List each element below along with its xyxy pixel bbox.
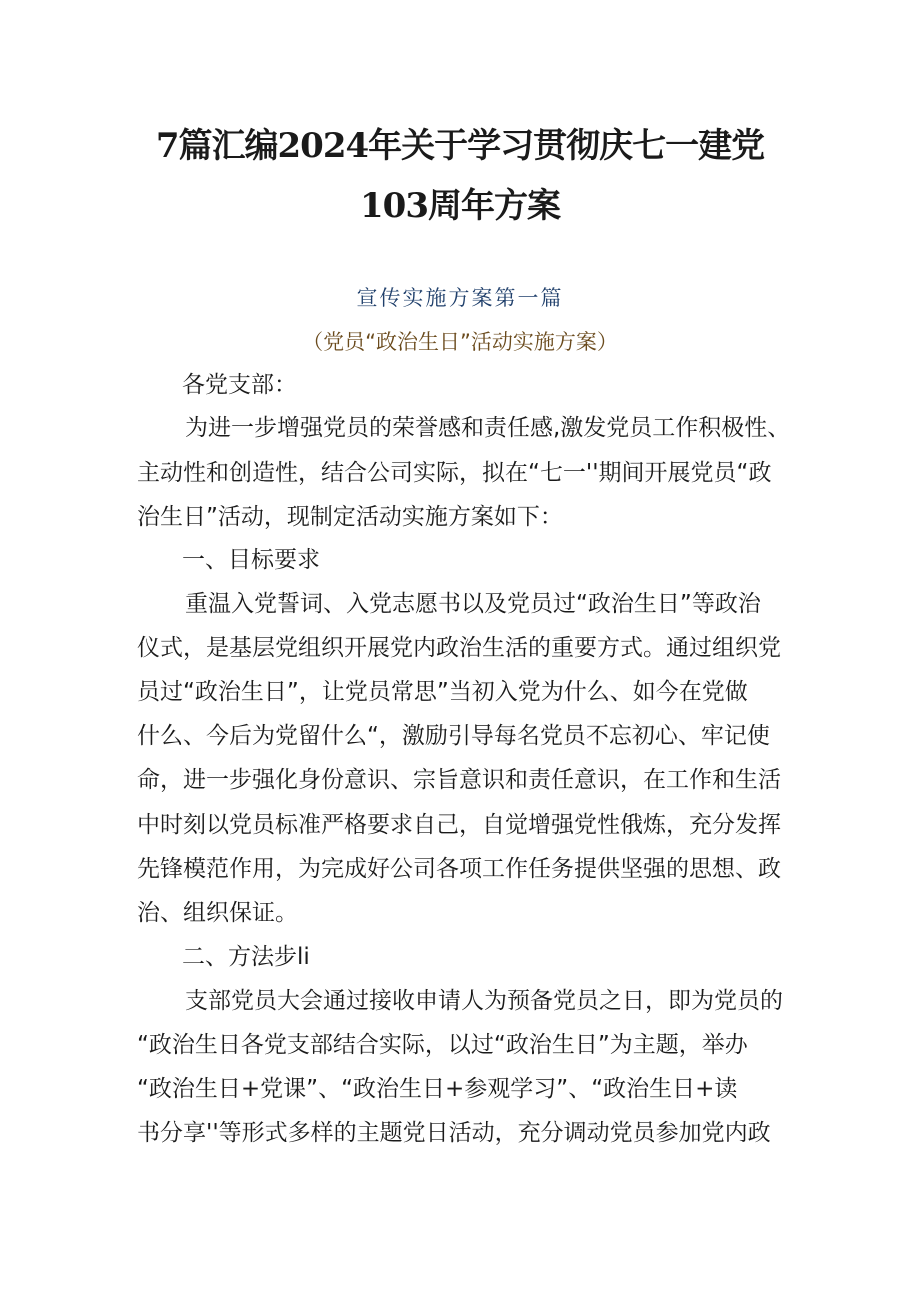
paragraph-2-line-5: 命，进一步强化身份意识、宗旨意识和责任意识，在工作和生活	[137, 767, 781, 793]
paragraph-2-line-1: 重温入党誓词、入党志愿书以及党员过“政治生日”等政治	[185, 591, 761, 617]
section-heading-2: 二、方法步li	[182, 944, 310, 970]
section-heading-1: 一、目标要求	[182, 547, 320, 573]
paragraph-3-line-1: 支部党员大会通过接收申请人为预备党员之日，即为党员的	[185, 988, 783, 1014]
document-subtitle-2: （党员“政治生日”活动实施方案）	[302, 330, 618, 354]
paragraph-1-line-2: 主动性和创造性，结合公司实际，拟在“七一''期间开展党员“政	[137, 460, 772, 486]
paragraph-1-line-3: 治生日”活动，现制定活动实施方案如下：	[137, 504, 563, 530]
paragraph-2-line-8: 治、组织保证。	[137, 900, 298, 926]
document-title-line-1: 7篇汇编2024年关于学习贯彻庆七一建党	[155, 126, 765, 166]
paragraph-3-line-4: 书分享''等形式多样的主题党日活动，充分调动党员参加党内政	[137, 1120, 771, 1146]
paragraph-2-line-6: 中时刻以党员标准严格要求自己，自觉增强党性俄炼，充分发挥	[137, 812, 781, 838]
document-title-line-2: 103周年方案	[360, 186, 560, 226]
paragraph-2-line-2: 仪式，是基层党组织开展党内政治生活的重要方式。通过组织党	[137, 635, 781, 661]
paragraph-1-line-1: 为进一步增强党员的荣誉感和责任感,激发党员工作积极性、	[185, 415, 791, 441]
document-subtitle: 宣传实施方案第一篇	[356, 286, 564, 310]
paragraph-3-line-3: “政治生日+党课”、“政治生日+参观学习”、“政治生日+读	[137, 1076, 738, 1102]
paragraph-3-line-2: “政治生日各党支部结合实际，以过“政治生日”为主题，举办	[137, 1032, 748, 1058]
salutation: 各党支部：	[182, 372, 297, 398]
paragraph-2-line-4: 什么、今后为党留什么“，激励引导每名党员不忘初心、牢记使	[137, 723, 770, 749]
paragraph-2-line-7: 先锋模范作用，为完成好公司各项工作任务提供坚强的思想、政	[137, 856, 781, 882]
paragraph-2-line-3: 员过“政治生日”，让党员常思”当初入党为什么、如今在党做	[137, 679, 748, 705]
